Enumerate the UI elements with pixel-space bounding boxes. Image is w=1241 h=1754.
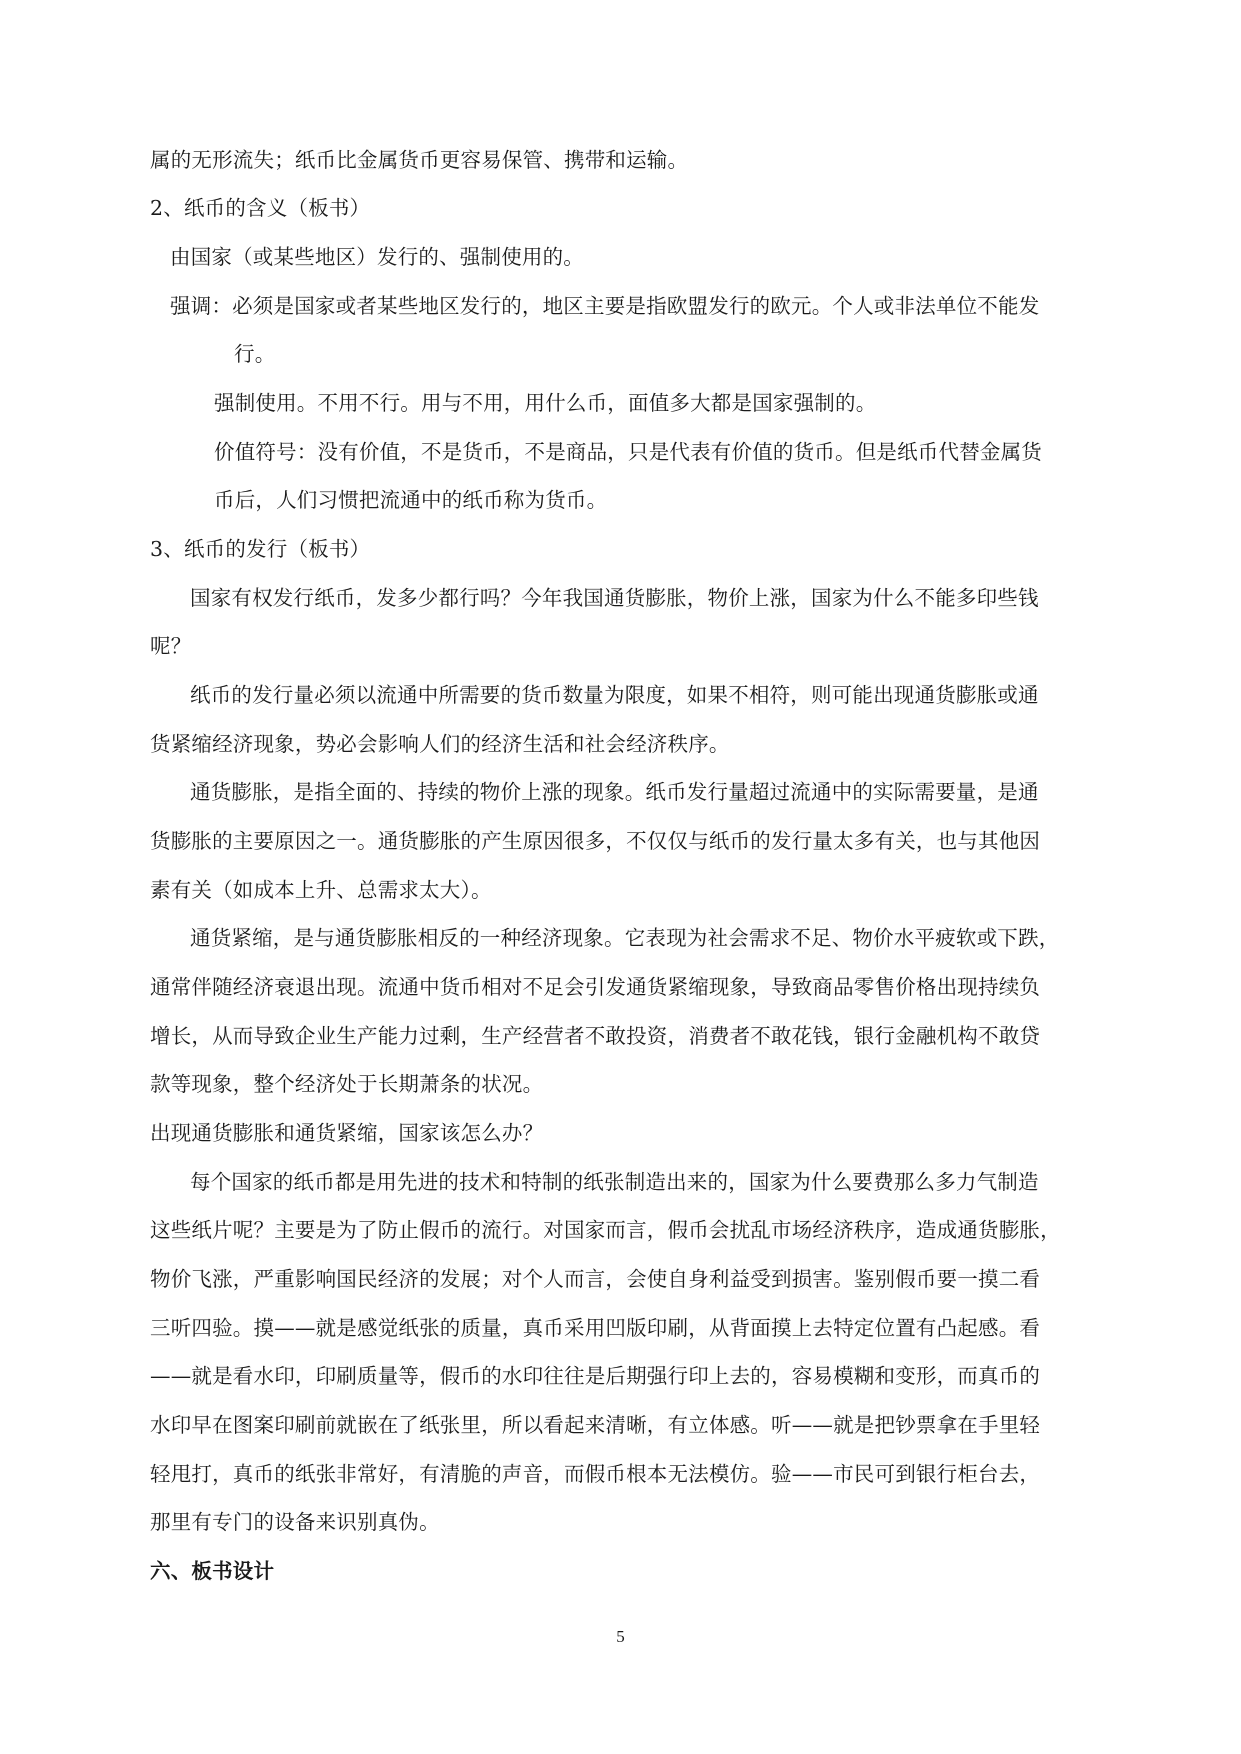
text-line: 款等现象，整个经济处于长期萧条的状况。 <box>150 1072 544 1096</box>
text-line: 由国家（或某些地区）发行的、强制使用的。 <box>170 245 584 269</box>
text-line: ——就是看水印，印刷质量等，假币的水印往往是后期强行印上去的，容易模糊和变形，而真币的 <box>150 1364 1041 1388</box>
text-line: 轻甩打，真币的纸张非常好，有清脆的声音，而假币根本无法模仿。验——市民可到银行柜台去， <box>150 1462 1041 1486</box>
text-line: 国家有权发行纸币，发多少都行吗？今年我国通货膨胀，物价上涨，国家为什么不能多印些钱 <box>190 586 1039 610</box>
text-line: 出现通货膨胀和通货紧缩，国家该怎么办？ <box>150 1121 544 1145</box>
text-line: 水印早在图案印刷前就嵌在了纸张里，所以看起来清晰，有立体感。听——就是把钞票拿在手里轻 <box>150 1413 1041 1437</box>
text-line: 这些纸片呢？主要是为了防止假币的流行。对国家而言，假币会扰乱市场经济秩序，造成通货膨胀， <box>150 1218 1061 1242</box>
text-line: 强调：必须是国家或者某些地区发行的，地区主要是指欧盟发行的欧元。个人或非法单位不能发 <box>170 294 1040 318</box>
text-line: 通货紧缩，是与通货膨胀相反的一种经济现象。它表现为社会需求不足、物价水平疲软或下跌， <box>190 926 1060 950</box>
text-line: 通常伴随经济衰退出现。流通中货币相对不足会引发通货紧缩现象，导致商品零售价格出现持续负 <box>150 975 1041 999</box>
text-line: 呢？ <box>150 634 192 658</box>
subheading-paper-money-issuance: 3、纸币的发行（板书） <box>150 537 371 561</box>
text-line: 通货膨胀，是指全面的、持续的物价上涨的现象。纸币发行量超过流通中的实际需要量，是通 <box>190 780 1039 804</box>
text-line: 那里有专门的设备来识别真伪。 <box>150 1510 440 1534</box>
text-line: 增长，从而导致企业生产能力过剩，生产经营者不敢投资，消费者不敢花钱，银行金融机构不敢贷 <box>150 1024 1041 1048</box>
text-line: 纸币的发行量必须以流通中所需要的货币数量为限度，如果不相符，则可能出现通货膨胀或通 <box>190 683 1039 707</box>
text-line: 三听四验。摸——就是感觉纸张的质量，真币采用凹版印刷，从背面摸上去特定位置有凸起感。看 <box>150 1316 1041 1340</box>
text-line: 素有关（如成本上升、总需求太大）。 <box>150 878 492 902</box>
text-line: 币后，人们习惯把流通中的纸币称为货币。 <box>214 488 608 512</box>
page-number: 5 <box>616 1627 625 1646</box>
text-line: 行。 <box>234 342 276 366</box>
subheading-paper-money-meaning: 2、纸币的含义（板书） <box>150 196 371 220</box>
text-line: 属的无形流失；纸币比金属货币更容易保管、携带和运输。 <box>150 148 689 172</box>
text-line: 物价飞涨，严重影响国民经济的发展；对个人而言，会使自身利益受到损害。鉴别假币要一摸二看 <box>150 1267 1041 1291</box>
text-line: 每个国家的纸币都是用先进的技术和特制的纸张制造出来的，国家为什么要费那么多力气制造 <box>190 1170 1039 1194</box>
text-line: 货紧缩经济现象，势必会影响人们的经济生活和社会经济秩序。 <box>150 732 730 756</box>
text-line: 强制使用。不用不行。用与不用，用什么币，面值多大都是国家强制的。 <box>214 391 877 415</box>
text-line: 货膨胀的主要原因之一。通货膨胀的产生原因很多，不仅仅与纸币的发行量太多有关，也与其他因 <box>150 829 1041 853</box>
section-heading: 六、板书设计 <box>150 1559 275 1583</box>
text-line: 价值符号：没有价值，不是货币，不是商品，只是代表有价值的货币。但是纸币代替金属货 <box>214 440 1042 464</box>
